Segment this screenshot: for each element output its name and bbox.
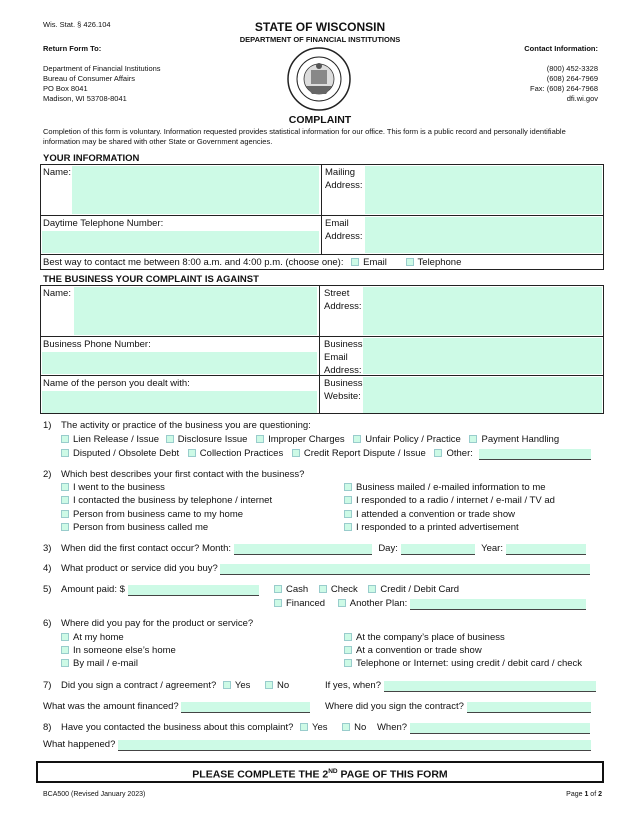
page-total: 2 — [598, 791, 602, 798]
q1-row-2 — [61, 448, 591, 460]
payment-checkbox[interactable] — [469, 435, 477, 443]
option-label: Business mailed / e-mailed information to me — [356, 482, 546, 493]
another-plan-input[interactable] — [410, 599, 586, 610]
no-label: No — [277, 680, 290, 691]
street-label-2: Address: — [324, 301, 362, 312]
option-label: Disclosure Issue — [177, 434, 248, 445]
q2-opt — [344, 509, 515, 521]
q2-opt — [344, 482, 546, 494]
q4-number: 4) — [43, 563, 52, 574]
unfair-checkbox[interactable] — [353, 435, 361, 443]
option-label: By mail / e-mail — [73, 658, 138, 669]
website-label: Business — [324, 378, 363, 389]
option-label: At my home — [73, 632, 124, 643]
contacted-when-input[interactable] — [410, 723, 590, 734]
page-current: 1 — [584, 791, 589, 798]
option-label: Payment Handling — [481, 434, 560, 445]
email-label: Email — [325, 218, 349, 229]
state-title: STATE OF WISCONSIN — [254, 20, 386, 34]
check-checkbox[interactable] — [319, 585, 327, 593]
q2-opt — [344, 522, 519, 534]
address-line: Department of Financial Institutions — [43, 64, 161, 73]
yes-label: Yes — [234, 680, 251, 691]
option-label: At the company’s place of business — [356, 632, 505, 643]
contact-pref-label: Best way to contact me between 8:00 a.m. and 4:00 p.m. (choose one): — [43, 257, 344, 268]
option-label: I responded to a radio / internet / e-mail / TV ad — [356, 495, 555, 506]
option-label: Disputed / Obsolete Debt — [73, 448, 180, 459]
telephone-option-label: Telephone — [417, 257, 462, 268]
q5-methods-2 — [274, 598, 586, 610]
where-row — [325, 701, 591, 713]
page-two-banner — [36, 761, 604, 783]
business-heading: THE BUSINESS YOUR COMPLAINT IS AGAINST — [43, 274, 259, 285]
called-me-checkbox[interactable] — [61, 523, 69, 531]
q2-opt — [61, 495, 272, 507]
q3-number: 3) — [43, 543, 52, 554]
statute: Wis. Stat. § 426.104 — [43, 20, 111, 29]
business-email-input[interactable] — [363, 338, 602, 374]
business-email-label-3: Address: — [324, 365, 362, 376]
dept-title: DEPARTMENT OF FINANCIAL INSTITUTIONS — [239, 35, 401, 44]
option-label: Person from business called me — [73, 522, 209, 533]
person-label: Name of the person you dealt with: — [43, 378, 190, 389]
option-label: Unfair Policy / Practice — [365, 434, 461, 445]
collection-checkbox[interactable] — [188, 449, 196, 457]
convention-pay-checkbox[interactable] — [344, 646, 352, 654]
q5-text: Amount paid: $ — [61, 584, 125, 595]
option-label: In someone else’s home — [73, 645, 176, 656]
q3-text: When did the first contact occur? Month: — [61, 543, 232, 554]
email-input[interactable] — [365, 217, 602, 253]
where-input[interactable] — [467, 702, 591, 713]
address-line: Bureau of Consumer Affairs — [43, 74, 135, 83]
option-label: Another Plan: — [349, 598, 408, 609]
day-input[interactable] — [401, 544, 475, 555]
option-label: Lien Release / Issue — [73, 434, 160, 445]
mailing-label: Mailing — [325, 167, 356, 178]
option-label: Credit / Debit Card — [380, 584, 460, 595]
contact-line: Fax: (608) 264-7968 — [530, 84, 598, 93]
state-seal-icon — [286, 46, 352, 112]
financed-checkbox[interactable] — [274, 599, 282, 607]
yes-label: Yes — [312, 722, 328, 733]
q2-number: 2) — [43, 469, 52, 480]
q6-opt — [61, 632, 124, 644]
q7-number: 7) — [43, 680, 52, 691]
printed-ad-checkbox[interactable] — [344, 523, 352, 531]
page-number — [566, 790, 602, 799]
q6-text: Where did you pay for the product or service? — [61, 618, 254, 629]
q6-opt — [344, 658, 582, 670]
contact-line: dfi.wi.gov — [566, 94, 598, 103]
day-label: Day: — [378, 543, 398, 554]
option-label: Cash — [286, 584, 309, 595]
q7-when-row — [325, 680, 596, 692]
contact-line: (608) 264-7969 — [546, 74, 598, 83]
q2-opt — [61, 482, 165, 494]
lien-checkbox[interactable] — [61, 435, 69, 443]
form-title: COMPLAINT — [288, 114, 352, 126]
card-checkbox[interactable] — [368, 585, 376, 593]
at-home-checkbox[interactable] — [61, 633, 69, 641]
when-label: If yes, when? — [325, 680, 381, 691]
another-plan-checkbox[interactable] — [338, 599, 346, 607]
form-id: BCA500 (Revised January 2023) — [43, 791, 146, 798]
business-phone-label: Business Phone Number: — [43, 339, 151, 350]
option-label: Check — [330, 584, 358, 595]
contact-pref-row — [43, 257, 461, 269]
q4-text: What product or service did you buy? — [61, 563, 218, 574]
q6-opt — [344, 632, 505, 644]
q5-methods — [274, 584, 459, 596]
email-checkbox[interactable] — [351, 258, 359, 266]
q2-opt — [61, 509, 243, 521]
happened-row — [43, 739, 591, 751]
mailing-address-input[interactable] — [365, 166, 602, 214]
q2-opt — [61, 522, 208, 534]
your-info-heading: YOUR INFORMATION — [43, 153, 140, 164]
option-label: Other: — [446, 448, 473, 459]
name-label: Name: — [43, 167, 71, 178]
q1-text: The activity or practice of the business you are questioning: — [61, 420, 311, 431]
mailing-label-2: Address: — [325, 180, 363, 191]
option-label: Credit Report Dispute / Issue — [303, 448, 426, 459]
option-label: Collection Practices — [199, 448, 284, 459]
return-label: Return Form To: — [43, 44, 102, 53]
contact-line: (800) 452-3328 — [546, 64, 598, 73]
website-label-2: Website: — [324, 391, 361, 402]
return-address — [43, 64, 161, 104]
credit-report-checkbox[interactable] — [292, 449, 300, 457]
convention-checkbox[interactable] — [344, 510, 352, 518]
page-of: of — [588, 791, 599, 798]
contacted-yes-checkbox[interactable] — [300, 723, 308, 731]
went-checkbox[interactable] — [61, 483, 69, 491]
business-phone-input[interactable] — [42, 352, 317, 374]
option-label: Financed — [286, 598, 326, 609]
financed-input[interactable] — [181, 702, 310, 713]
option-label: I went to the business — [73, 482, 165, 493]
contact-label: Contact Information: — [524, 44, 598, 53]
q6-number: 6) — [43, 618, 52, 629]
q1-row-1 — [61, 434, 559, 446]
ad-checkbox[interactable] — [344, 496, 352, 504]
contract-yes-checkbox[interactable] — [223, 681, 231, 689]
option-label: I contacted the business by telephone / internet — [73, 495, 273, 506]
no-label: No — [354, 722, 367, 733]
q8-row — [61, 722, 590, 734]
option-label: Telephone or Internet: using credit / debit card / check — [356, 658, 583, 669]
q3-row — [61, 543, 586, 555]
contacted-no-checkbox[interactable] — [342, 723, 350, 731]
contact-info — [530, 64, 598, 104]
business-email-label: Business — [324, 339, 363, 350]
year-label: Year: — [481, 543, 503, 554]
banner-text-2: PAGE OF THIS FORM — [337, 768, 448, 781]
email-option-label: Email — [363, 257, 387, 268]
other-checkbox[interactable] — [434, 449, 442, 457]
person-input[interactable] — [42, 391, 317, 413]
telephone-checkbox[interactable] — [406, 258, 414, 266]
q6-opt — [61, 658, 138, 670]
contract-no-checkbox[interactable] — [265, 681, 273, 689]
option-label: At a convention or trade show — [356, 645, 482, 656]
business-email-label-2: Email — [324, 352, 348, 363]
option-label: I attended a convention or trade show — [356, 509, 515, 520]
business-name-input[interactable] — [74, 287, 317, 335]
company-place-checkbox[interactable] — [344, 633, 352, 641]
q5-number: 5) — [43, 584, 52, 595]
came-home-checkbox[interactable] — [61, 510, 69, 518]
when-label: When? — [376, 722, 408, 733]
telephone-internet-checkbox[interactable] — [344, 659, 352, 667]
street-address-input[interactable] — [363, 287, 602, 335]
q8-number: 8) — [43, 722, 52, 733]
street-label: Street — [324, 288, 350, 299]
q5-row — [61, 584, 259, 596]
where-label: Where did you sign the contract? — [325, 701, 464, 712]
charges-checkbox[interactable] — [256, 435, 264, 443]
q6-opt — [61, 645, 176, 657]
other-input[interactable] — [479, 449, 591, 460]
disputed-checkbox[interactable] — [61, 449, 69, 457]
q8-text: Have you contacted the business about this complaint? — [61, 722, 294, 733]
option-label: Person from business came to my home — [73, 509, 244, 520]
q1-number: 1) — [43, 420, 52, 431]
mailed-checkbox[interactable] — [344, 483, 352, 491]
option-label: Improper Charges — [268, 434, 345, 445]
q7-row — [61, 680, 289, 692]
month-input[interactable] — [234, 544, 372, 555]
happened-label: What happened? — [43, 739, 116, 750]
financed-row — [43, 701, 310, 713]
banner-text: PLEASE COMPLETE THE 2 — [192, 768, 329, 781]
mail-checkbox[interactable] — [61, 659, 69, 667]
cash-checkbox[interactable] — [274, 585, 282, 593]
year-input[interactable] — [506, 544, 586, 555]
financed-label: What was the amount financed? — [43, 701, 179, 712]
banner-sup: ND — [328, 768, 338, 775]
q7-text: Did you sign a contract / agreement? — [61, 680, 217, 691]
website-input[interactable] — [363, 377, 602, 413]
contract-when-input[interactable] — [384, 681, 596, 692]
amount-input[interactable] — [128, 585, 259, 596]
option-label: I responded to a printed advertisement — [356, 522, 519, 533]
disclosure-checkbox[interactable] — [166, 435, 174, 443]
happened-input[interactable] — [118, 740, 591, 751]
intro-text: Completion of this form is voluntary. Information requested provides statistical information for our office. This form is a public record and personally identifiable information may be shared with other State or Government agencies. — [43, 127, 566, 146]
contacted-checkbox[interactable] — [61, 496, 69, 504]
product-input[interactable] — [220, 564, 590, 575]
address-line: PO Box 8041 — [43, 84, 88, 93]
phone-label: Daytime Telephone Number: — [43, 218, 164, 229]
email-label-2: Address: — [325, 231, 363, 242]
q2-opt — [344, 495, 555, 507]
someone-home-checkbox[interactable] — [61, 646, 69, 654]
q2-text: Which best describes your first contact with the business? — [61, 469, 305, 480]
q6-opt — [344, 645, 482, 657]
page-word: Page — [566, 791, 585, 798]
q4-row — [61, 563, 590, 575]
business-name-label: Name: — [43, 288, 71, 299]
address-line: Madison, WI 53708-8041 — [43, 94, 127, 103]
name-input[interactable] — [72, 166, 319, 214]
phone-input[interactable] — [42, 231, 319, 253]
